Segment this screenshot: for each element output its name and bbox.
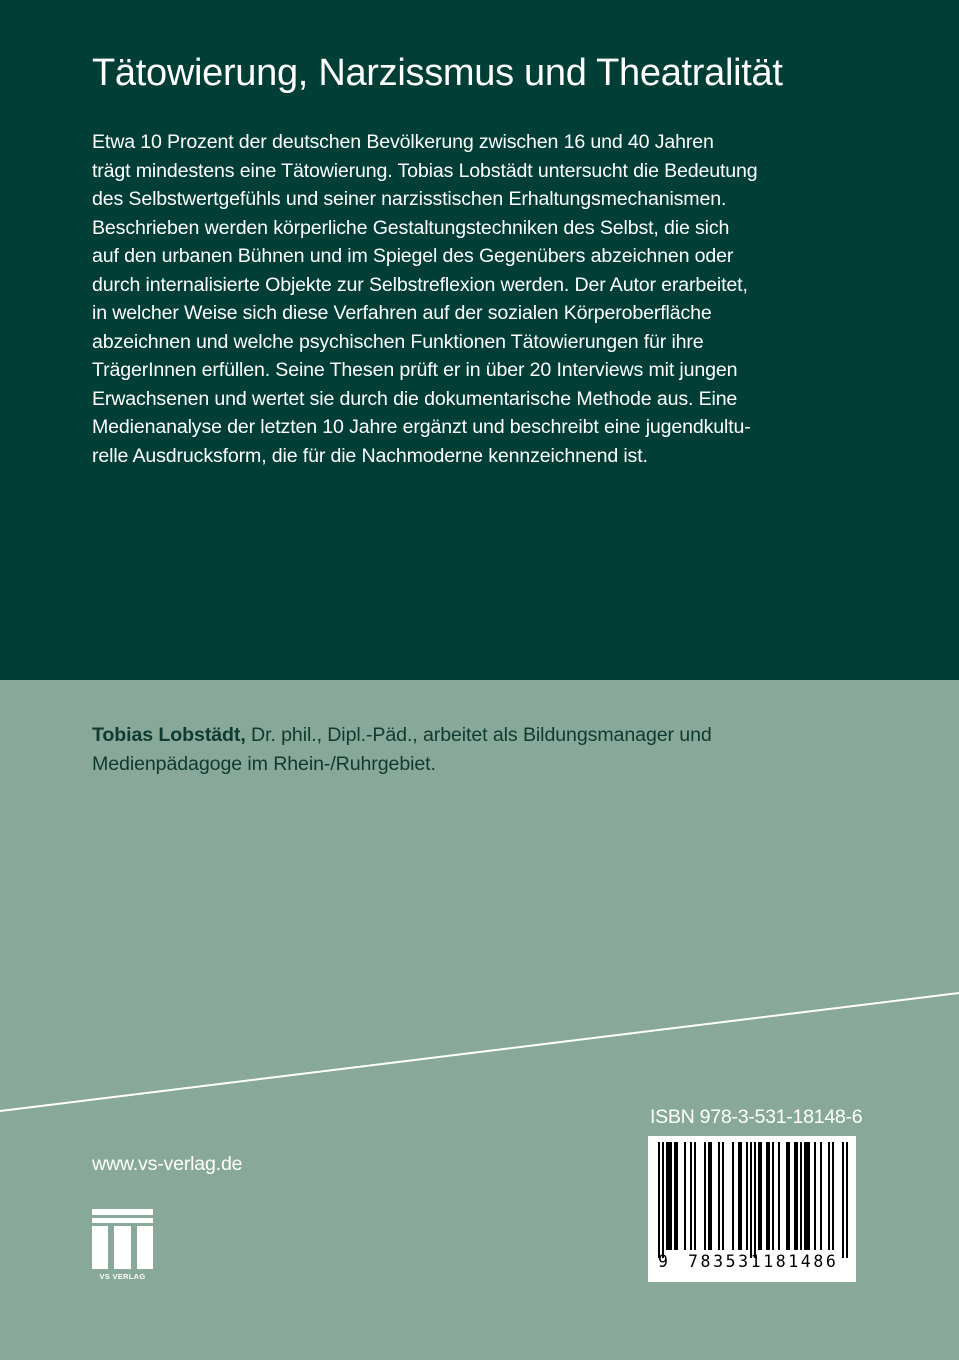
barcode-bar	[766, 1142, 768, 1250]
description-line: des Selbstwertgefühls und seiner narzisstischen Erhaltungsmechanismen.	[92, 188, 727, 210]
barcode-digit-string: 783531181486	[688, 1252, 839, 1271]
barcode-bar	[674, 1142, 676, 1250]
barcode-bar	[754, 1142, 756, 1258]
barcode-bar	[768, 1142, 770, 1250]
barcode-bar	[676, 1142, 678, 1250]
barcode	[648, 1136, 856, 1282]
description-line: trägt mindestens eine Tätowierung. Tobias Lobstädt untersucht die Bedeutung	[92, 159, 758, 182]
author-bio-line: Dr. phil., Dipl.-Päd., arbeitet als Bildungsmanager und	[245, 724, 712, 746]
barcode-bar	[668, 1142, 670, 1250]
author-name: Tobias Lobstädt,	[92, 724, 246, 746]
barcode-bar	[708, 1142, 710, 1250]
barcode-bar	[760, 1142, 762, 1250]
barcode-bar	[732, 1142, 734, 1250]
barcode-bar	[740, 1142, 742, 1250]
barcode-bar	[828, 1142, 830, 1250]
barcode-bar	[684, 1142, 686, 1250]
barcode-bar	[778, 1142, 780, 1250]
barcode-bar	[820, 1142, 822, 1250]
barcode-bar	[842, 1142, 844, 1258]
description-line: in welcher Weise sich diese Verfahren auf der sozialen Körperoberfläche	[92, 302, 712, 324]
description-line: Etwa 10 Prozent der deutschen Bevölkerung zwischen 16 und 40 Jahren	[92, 131, 714, 153]
description-line: durch internalisierte Objekte zur Selbstreflexion werden. Der Autor erarbeitet,	[92, 273, 748, 296]
barcode-bar	[808, 1142, 810, 1250]
barcode-bar	[738, 1142, 740, 1250]
barcode-bar	[772, 1142, 774, 1250]
barcode-bar	[694, 1142, 696, 1250]
barcode-bar	[832, 1142, 834, 1250]
barcode-bar	[788, 1142, 790, 1250]
description-line: TrägerInnen erfüllen. Seine Thesen prüft er in über 20 Interviews mit jungen	[92, 359, 738, 381]
barcode-bar	[718, 1142, 720, 1250]
barcode-bar	[814, 1142, 816, 1250]
barcode-bar	[658, 1142, 660, 1258]
description-line: abzeichnen und welche psychischen Funktionen Tätowierungen für ihre	[92, 330, 704, 353]
book-title: Tätowierung, Narzissmus und Theatralität	[92, 52, 783, 94]
barcode-bar	[786, 1142, 788, 1250]
barcode-bar	[666, 1142, 668, 1250]
barcode-bar	[670, 1142, 672, 1250]
isbn-label: ISBN 978-3-531-18148-6	[650, 1106, 863, 1128]
barcode-bar	[794, 1142, 796, 1250]
barcode-bar	[804, 1142, 806, 1250]
description-line: relle Ausdrucksform, die für die Nachmoderne kennzeichnend ist.	[92, 444, 648, 467]
publisher-website[interactable]: www.vs-verlag.de	[92, 1153, 243, 1175]
barcode-bar	[690, 1142, 692, 1250]
description-line: Erwachsenen und wertet sie durch die dokumentarische Methode aus. Eine	[92, 387, 738, 410]
barcode-bar	[662, 1142, 664, 1258]
barcode-bar	[758, 1142, 760, 1250]
barcode-bar	[800, 1142, 802, 1250]
author-bio-line: Medienpädagoge im Rhein-/Ruhrgebiet.	[92, 753, 436, 775]
barcode-first-digit: 9	[658, 1252, 668, 1271]
description-line: auf den urbanen Bühnen und im Spiegel des Gegenübers abzeichnen oder	[92, 245, 734, 267]
barcode-bar	[710, 1142, 712, 1250]
description-line: Beschrieben werden körperliche Gestaltungstechniken des Selbst, die sich	[92, 216, 730, 239]
barcode-bar	[722, 1142, 724, 1250]
barcode-bar	[750, 1142, 752, 1258]
barcode-bar	[746, 1142, 748, 1250]
barcode-bar	[704, 1142, 706, 1250]
description-line: Medienanalyse der letzten 10 Jahre ergänzt und beschreibt eine jugendkultu-	[92, 416, 751, 438]
barcode-bar	[846, 1142, 848, 1258]
publisher-logo-text: VS VERLAG	[99, 1272, 146, 1281]
barcode-bar	[806, 1142, 808, 1250]
barcode-bar	[796, 1142, 798, 1250]
